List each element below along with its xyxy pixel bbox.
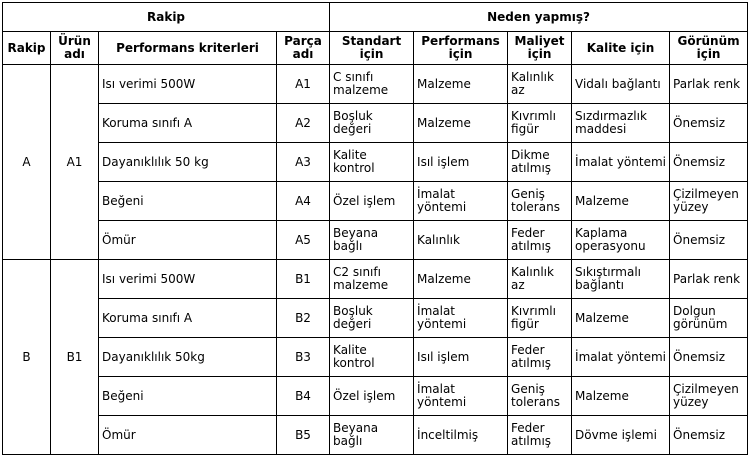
kriter-cell: Isı verimi 500W [99, 260, 277, 299]
maliyet-cell: Geniş tolerans [508, 377, 572, 416]
maliyet-cell: Feder atılmış [508, 338, 572, 377]
table-row [3, 377, 748, 416]
parca-cell: A2 [277, 104, 330, 143]
standart-cell: Boşluk değeri [330, 299, 414, 338]
performans-cell: Kalınlık [414, 221, 508, 260]
kriter-cell: Ömür [99, 416, 277, 455]
column-header-gorunum: Görünüm için [670, 32, 748, 65]
standart-cell: Özel işlem [330, 377, 414, 416]
kalite-cell: Sıkıştırmalı bağlantı [572, 260, 670, 299]
maliyet-cell: Geniş tolerans [508, 182, 572, 221]
column-header-standart: Standart için [330, 32, 414, 65]
kriter-cell: Isı verimi 500W [99, 65, 277, 104]
column-header-performans-kriterleri: Performans kriterleri [99, 32, 277, 65]
standart-cell: Beyana bağlı [330, 221, 414, 260]
performans-cell: Isıl işlem [414, 143, 508, 182]
standart-cell: Beyana bağlı [330, 416, 414, 455]
gorunum-cell: Parlak renk [670, 260, 748, 299]
group-header-neden: Neden yapmış? [330, 3, 748, 32]
performans-cell: Malzeme [414, 260, 508, 299]
parca-cell: A3 [277, 143, 330, 182]
parca-cell: B5 [277, 416, 330, 455]
kalite-cell: Malzeme [572, 182, 670, 221]
maliyet-cell: Feder atılmış [508, 416, 572, 455]
kriter-cell: Ömür [99, 221, 277, 260]
column-header-maliyet: Maliyet için [508, 32, 572, 65]
table-row [3, 416, 748, 455]
kriter-cell: Koruma sınıfı A [99, 104, 277, 143]
rakip-cell: B [3, 260, 51, 455]
gorunum-cell: Önemsiz [670, 221, 748, 260]
parca-cell: A1 [277, 65, 330, 104]
performans-cell: İmalat yöntemi [414, 299, 508, 338]
performans-cell: İmalat yöntemi [414, 182, 508, 221]
column-header-kalite: Kalite için [572, 32, 670, 65]
kriter-cell: Dayanıklılık 50kg [99, 338, 277, 377]
standart-cell: C2 sınıfı malzeme [330, 260, 414, 299]
urun-cell: A1 [51, 65, 99, 260]
table-row [3, 143, 748, 182]
parca-cell: A4 [277, 182, 330, 221]
table-row [3, 260, 748, 299]
kalite-cell: Malzeme [572, 377, 670, 416]
column-header-rakip: Rakip [3, 32, 51, 65]
kalite-cell: Malzeme [572, 299, 670, 338]
performans-cell: Malzeme [414, 65, 508, 104]
maliyet-cell: Dikme atılmış [508, 143, 572, 182]
performans-cell: Malzeme [414, 104, 508, 143]
group-header-rakip: Rakip [3, 3, 330, 32]
maliyet-cell: Kıvrımlı figür [508, 104, 572, 143]
column-header-performans: Performans için [414, 32, 508, 65]
parca-cell: B3 [277, 338, 330, 377]
kriter-cell: Beğeni [99, 377, 277, 416]
parca-cell: B2 [277, 299, 330, 338]
rakip-cell: A [3, 65, 51, 260]
gorunum-cell: Çizilmeyen yüzey [670, 377, 748, 416]
maliyet-cell: Kalınlık az [508, 65, 572, 104]
gorunum-cell: Önemsiz [670, 104, 748, 143]
performans-cell: İnceltilmiş [414, 416, 508, 455]
gorunum-cell: Parlak renk [670, 65, 748, 104]
parca-cell: B4 [277, 377, 330, 416]
gorunum-cell: Önemsiz [670, 416, 748, 455]
parca-cell: A5 [277, 221, 330, 260]
competitor-analysis-table [2, 2, 748, 455]
table-row [3, 338, 748, 377]
gorunum-cell: Önemsiz [670, 143, 748, 182]
gorunum-cell: Önemsiz [670, 338, 748, 377]
table-row [3, 221, 748, 260]
maliyet-cell: Kıvrımlı figür [508, 299, 572, 338]
standart-cell: Boşluk değeri [330, 104, 414, 143]
standart-cell: C sınıfı malzeme [330, 65, 414, 104]
performans-cell: Isıl işlem [414, 338, 508, 377]
kriter-cell: Beğeni [99, 182, 277, 221]
urun-cell: B1 [51, 260, 99, 455]
maliyet-cell: Kalınlık az [508, 260, 572, 299]
column-header-parca-adi: Parça adı [277, 32, 330, 65]
column-header-urun-adi: Ürün adı [51, 32, 99, 65]
gorunum-cell: Çizilmeyen yüzey [670, 182, 748, 221]
kalite-cell: Vidalı bağlantı [572, 65, 670, 104]
standart-cell: Kalite kontrol [330, 143, 414, 182]
standart-cell: Kalite kontrol [330, 338, 414, 377]
performans-cell: İmalat yöntemi [414, 377, 508, 416]
maliyet-cell: Feder atılmış [508, 221, 572, 260]
kalite-cell: Kaplama operasyonu [572, 221, 670, 260]
table-row [3, 104, 748, 143]
standart-cell: Özel işlem [330, 182, 414, 221]
kriter-cell: Koruma sınıfı A [99, 299, 277, 338]
parca-cell: B1 [277, 260, 330, 299]
table-row [3, 65, 748, 104]
kalite-cell: Sızdırmazlık maddesi [572, 104, 670, 143]
table-row [3, 299, 748, 338]
kalite-cell: İmalat yöntemi [572, 338, 670, 377]
table-row [3, 182, 748, 221]
kalite-cell: Dövme işlemi [572, 416, 670, 455]
gorunum-cell: Dolgun görünüm [670, 299, 748, 338]
kalite-cell: İmalat yöntemi [572, 143, 670, 182]
kriter-cell: Dayanıklılık 50 kg [99, 143, 277, 182]
